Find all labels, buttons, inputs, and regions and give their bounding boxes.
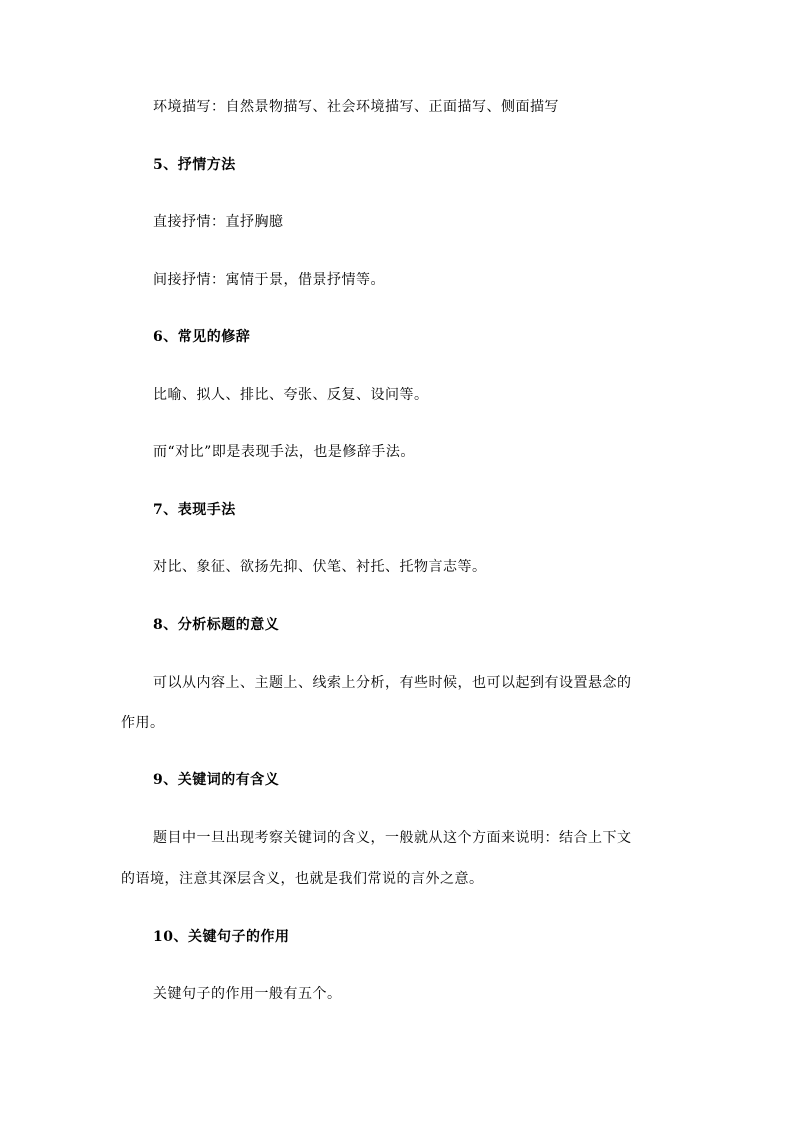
keyword-meaning-line-2: 的语境，注意其深层含义，也就是我们常说的言外之意。 (121, 871, 484, 887)
section-heading-5: 5、抒情方法 (153, 157, 236, 173)
keyword-meaning-line-1: 题目中一旦出现考察关键词的含义，一般就从这个方面来说明：结合上下文 (153, 830, 632, 846)
contrast-note-line: 而“对比”即是表现手法，也是修辞手法。 (153, 444, 415, 460)
techniques-list-line: 对比、象征、欲扬先抑、伏笔、衬托、托物言志等。 (153, 559, 487, 575)
indirect-lyric-line: 间接抒情：寓情于景，借景抒情等。 (153, 272, 385, 288)
section-heading-9: 9、关键词的有含义 (153, 772, 280, 788)
section-heading-10: 10、关键句子的作用 (153, 929, 290, 945)
rhetoric-list-line: 比喻、拟人、排比、夸张、反复、设问等。 (153, 387, 429, 403)
section-heading-8: 8、分析标题的意义 (153, 617, 280, 633)
section-heading-6: 6、常见的修辞 (153, 329, 251, 345)
environment-description-line: 环境描写：自然景物描写、社会环境描写、正面描写、侧面描写 (153, 99, 559, 115)
section-heading-7: 7、表现手法 (153, 502, 236, 518)
direct-lyric-line: 直接抒情：直抒胸臆 (153, 214, 284, 230)
title-analysis-line-2: 作用。 (121, 715, 165, 731)
key-sentence-line: 关键句子的作用一般有五个。 (153, 986, 342, 1002)
title-analysis-line-1: 可以从内容上、主题上、线索上分析，有些时候，也可以起到有设置悬念的 (153, 675, 632, 691)
